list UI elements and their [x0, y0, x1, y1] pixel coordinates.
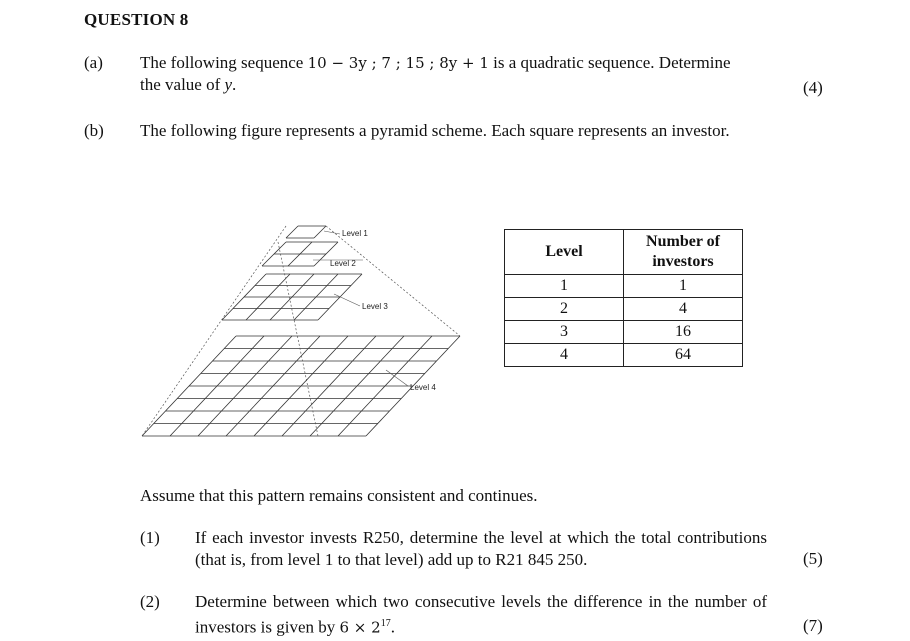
sub-1-text: If each investor invests R250, determine the level at which the total contributions (that is, from level 1 to that level) add up to R21 845 250. [195, 528, 767, 569]
cell-level: 1 [505, 275, 624, 298]
table-row [505, 321, 743, 344]
sub-2-text-suffix: . [390, 617, 395, 637]
header-investors: Number of investors [624, 230, 743, 275]
part-a-text [140, 52, 768, 96]
level-2-label: Level 2 [330, 259, 356, 268]
pyramid-figure [138, 222, 468, 446]
part-a-text-prefix: The following sequence [140, 53, 308, 72]
table-row [505, 275, 743, 298]
cell-level: 2 [505, 298, 624, 321]
sub-2-marks: (7) [803, 616, 823, 635]
cell-investors: 16 [624, 321, 743, 344]
assumption-text: Assume that this pattern remains consistent and continues. [140, 486, 538, 505]
part-a-label: (a) [84, 53, 103, 72]
part-a-variable: y [224, 75, 233, 94]
level-4-label: Level 4 [410, 383, 436, 392]
sub-2-text-prefix: Determine between which two consecutive levels the difference in the number of investors is given by [195, 592, 767, 637]
table-row [505, 344, 743, 367]
sub-1-label: (1) [140, 528, 160, 547]
pyramid-edges [142, 226, 460, 436]
question-title: QUESTION 8 [84, 10, 189, 29]
sub-2-expr-exp: 17 [380, 618, 391, 629]
cell-level: 4 [505, 344, 624, 367]
sub-1-marks: (5) [803, 549, 823, 568]
part-a-text-mid: is a quadratic sequence. Determine [488, 53, 731, 72]
level-2-grid [262, 242, 338, 266]
sub-2-expr-base: 6 × 2 [339, 618, 381, 637]
level-1-label: Level 1 [342, 229, 368, 238]
part-a-marks: (4) [803, 78, 823, 97]
cell-investors: 1 [624, 275, 743, 298]
table-row [505, 298, 743, 321]
cell-level: 3 [505, 321, 624, 344]
sub-2-label: (2) [140, 592, 160, 611]
part-a-sequence: 10 − 3y ; 7 ; 15 ; 8y + 1 [307, 54, 489, 72]
pyramid-grids [142, 226, 460, 436]
part-b-label: (b) [84, 121, 104, 140]
cell-investors: 64 [624, 344, 743, 367]
level-1-grid [286, 226, 326, 238]
investors-table [504, 229, 743, 367]
level-3-label: Level 3 [362, 302, 388, 311]
part-a-line2-prefix: the value of [140, 75, 225, 94]
sub-2-text [195, 591, 767, 639]
part-b-text: The following figure represents a pyramid scheme. Each square represents an investor. [140, 121, 730, 140]
part-a-line2-suffix: . [232, 75, 237, 94]
header-level: Level [505, 230, 624, 275]
cell-investors: 4 [624, 298, 743, 321]
